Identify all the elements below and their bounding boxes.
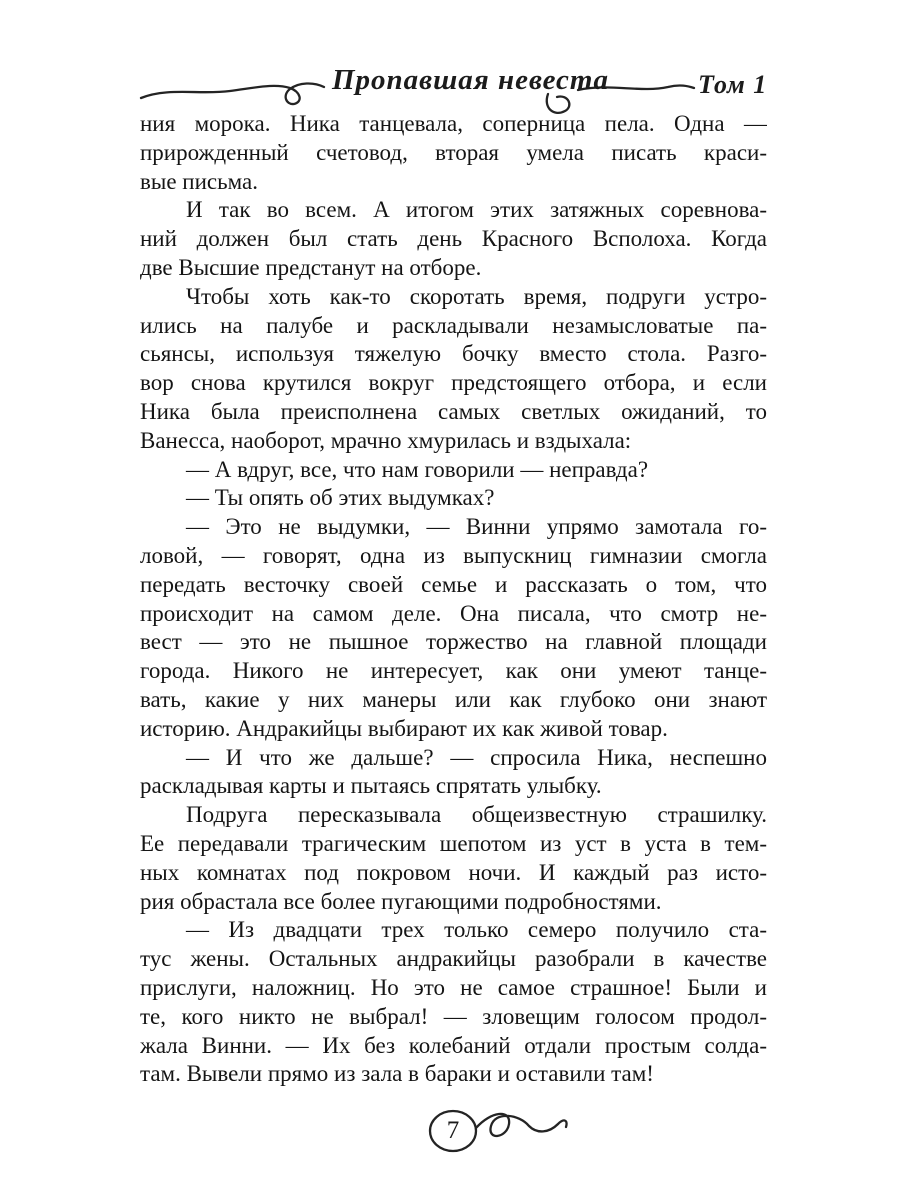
text-line: города. Никого не интересует, как они умеют танце- [140, 658, 767, 684]
text-line: — Ты опять об этих выдумках? [186, 485, 495, 511]
text-line: — Из двадцати трех только семеро получило ста- [186, 917, 767, 943]
text-line: Подруга пересказывала общеизвестную страшилку. [186, 802, 767, 828]
text-line: две Высшие предстанут на отборе. [140, 254, 482, 280]
paragraph [140, 801, 767, 916]
text-line: Ванесса, наоборот, мрачно хмурилась и вздыхала: [140, 427, 632, 453]
text-line: прирожденный счетовод, вторая умела писать краси- [140, 139, 767, 165]
text-line: И так во всем. А итогом этих затяжных соревнова- [186, 197, 767, 223]
text-line: тус жены. Остальных андракийцы разобрали в качестве [140, 946, 767, 972]
volume-label: Том 1 [698, 70, 768, 99]
text-line: вать, какие у них манеры или как глубоко они знают [140, 686, 767, 712]
text-line: — И что же дальше? — спросила Ника, неспешно [186, 744, 767, 770]
text-line: те, кого никто не выбрал! — зловещим голосом продол- [140, 1003, 767, 1029]
text-line: ний должен был стать день Красного Всполоха. Когда [140, 226, 767, 252]
text-line: вые письма. [140, 168, 258, 194]
text-line: сьянсы, используя тяжелую бочку вместо стола. Разго- [140, 341, 767, 367]
paragraph [140, 196, 767, 282]
text-line: происходит на самом деле. Она писала, что смотр не- [140, 600, 767, 626]
text-line: Ника была преисполнена самых светлых ожиданий, то [140, 398, 767, 424]
text-line: раскладывая карты и пытаясь спрятать улыбку. [140, 773, 602, 799]
text-line: ных комнатах под покровом ночи. И каждый раз исто- [140, 859, 767, 885]
paragraph [140, 916, 767, 1089]
body-text [140, 110, 767, 1089]
text-line: вест — это не пышное торжество на главной площади [140, 629, 767, 655]
text-line: ились на палубе и раскладывали незамысловатые па- [140, 312, 767, 338]
text-line: прислуги, наложниц. Но это не самое страшное! Были и [140, 974, 767, 1000]
text-line: ловой, — говорят, одна из выпускниц гимназии смогла [140, 542, 767, 568]
text-line: — Это не выдумки, — Винни упрямо замотала го- [186, 514, 767, 540]
paragraph [140, 456, 767, 485]
text-line: там. Вывели прямо из зала в бараки и оставили там! [140, 1061, 654, 1087]
text-line: историю. Андракийцы выбирают их как живой товар. [140, 715, 668, 741]
book-title: Пропавшая невеста [332, 64, 609, 96]
text-line: — А вдруг, все, что нам говорили — неправда? [186, 456, 649, 482]
text-line: рия обрастала все более пугающими подробностями. [140, 888, 662, 914]
paragraph [140, 484, 767, 513]
paragraph [140, 283, 767, 456]
text-line: передать весточку своей семье и рассказать о том, что [140, 571, 767, 597]
page-number: 7 [446, 1117, 460, 1144]
paragraph [140, 744, 767, 802]
text-line: вор снова крутился вокруг предстоящего отбора, и если [140, 370, 767, 396]
paragraph [140, 513, 767, 743]
text-line: Ее передавали трагическим шепотом из уст в уста в тем- [140, 830, 767, 856]
text-line: ния морока. Ника танцевала, соперница пела. Одна — [140, 111, 767, 136]
paragraph [140, 110, 767, 196]
text-line: Чтобы хоть как-то скоротать время, подруги устро- [186, 283, 767, 309]
text-line: жала Винни. — Их без колебаний отдали простым солда- [140, 1032, 767, 1058]
